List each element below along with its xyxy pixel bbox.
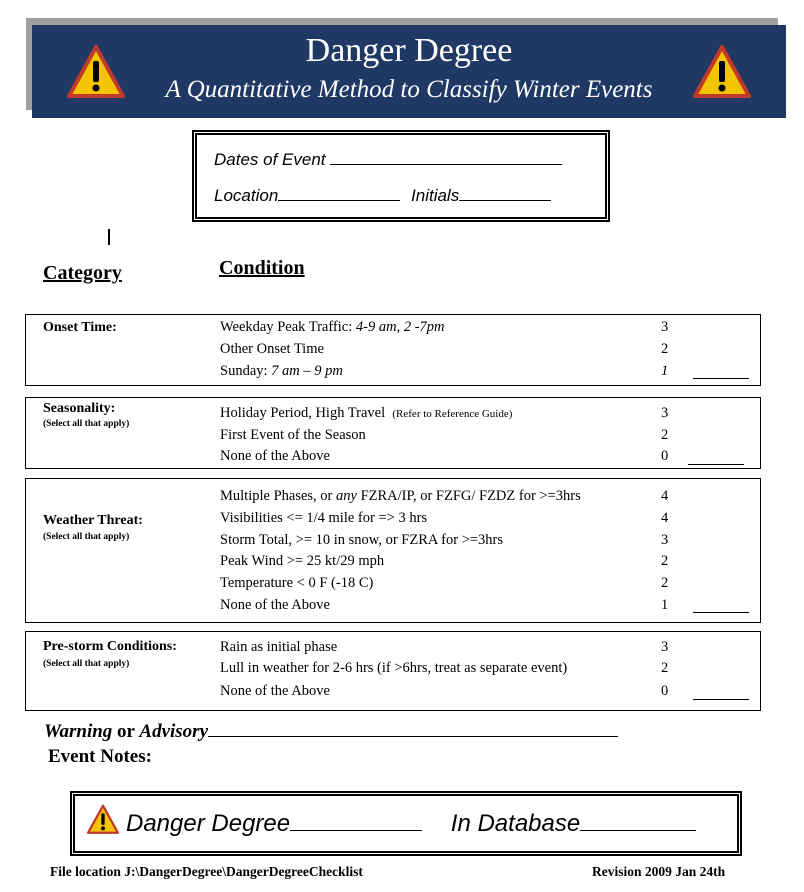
seasonality-section bbox=[25, 397, 761, 469]
score-entry-line[interactable] bbox=[688, 464, 744, 465]
revision-date: Revision 2009 Jan 24th bbox=[592, 864, 726, 879]
condition-row: Visibilities <= 1/4 mile for => 3 hrs bbox=[220, 510, 428, 526]
warning-advisory-field[interactable] bbox=[208, 718, 618, 737]
category-heading: Category bbox=[43, 262, 122, 284]
in-database-label: In Database bbox=[450, 810, 581, 837]
condition-row: None of the Above bbox=[220, 597, 330, 613]
condition-row: Temperature < 0 F (-18 C) bbox=[220, 575, 374, 591]
score-value: 2 bbox=[661, 575, 669, 591]
score-value: 2 bbox=[661, 427, 669, 443]
text-cursor-mark bbox=[108, 229, 110, 245]
warning-advisory-row bbox=[44, 718, 618, 743]
initials-label: Initials bbox=[411, 186, 460, 205]
condition-row: None of the Above bbox=[220, 448, 330, 464]
pre-storm-conditions-section bbox=[25, 631, 761, 711]
condition-row: Multiple Phases, or any FZRA/IP, or FZFG/ FZDZ for >=3hrs bbox=[220, 488, 581, 504]
condition-row: Rain as initial phase bbox=[220, 639, 338, 655]
warning-triangle-icon bbox=[66, 44, 126, 100]
condition-row: Holiday Period, High Travel (Refer to Reference Guide) bbox=[220, 405, 513, 421]
score-value: 3 bbox=[661, 639, 669, 655]
page-subtitle: A Quantitative Method to Classify Winter Events bbox=[165, 76, 653, 103]
weather-threat-section bbox=[25, 478, 761, 623]
page-title: Danger Degree bbox=[305, 32, 513, 69]
warning-triangle-icon bbox=[692, 44, 752, 100]
condition-row: Weekday Peak Traffic: 4-9 am, 2 -7pm bbox=[220, 319, 445, 335]
section-title: Pre-storm Conditions: bbox=[43, 639, 177, 654]
condition-row: Lull in weather for 2-6 hrs (if >6hrs, treat as separate event) bbox=[220, 660, 568, 676]
condition-row: Peak Wind >= 25 kt/29 mph bbox=[220, 553, 385, 569]
condition-row: None of the Above bbox=[220, 683, 330, 699]
section-title: Onset Time: bbox=[43, 320, 117, 335]
section-title: Seasonality: bbox=[43, 401, 116, 416]
location-field[interactable] bbox=[278, 186, 400, 201]
score-value: 1 bbox=[661, 363, 669, 379]
condition-row: Storm Total, >= 10 in snow, or FZRA for >=3hrs bbox=[220, 532, 504, 548]
dates-of-event-field[interactable] bbox=[214, 150, 562, 170]
or-label: or bbox=[117, 721, 135, 742]
reference-note: (Refer to Reference Guide) bbox=[392, 408, 513, 420]
score-value: 4 bbox=[661, 510, 669, 526]
location-initials-row bbox=[214, 186, 551, 206]
score-value: 2 bbox=[661, 341, 669, 357]
location-label: Location bbox=[214, 186, 279, 205]
dates-of-event-label: Dates of Event bbox=[214, 150, 326, 169]
score-value: 2 bbox=[661, 660, 669, 676]
score-entry-line[interactable] bbox=[693, 378, 749, 379]
score-entry-line[interactable] bbox=[693, 699, 749, 700]
score-entry-line[interactable] bbox=[693, 612, 749, 613]
condition-row: First Event of the Season bbox=[220, 427, 366, 443]
warning-label: Warning bbox=[44, 721, 113, 742]
danger-degree-row bbox=[126, 810, 696, 838]
condition-row: Sunday: 7 am – 9 pm bbox=[220, 363, 343, 379]
danger-degree-field[interactable] bbox=[290, 810, 422, 831]
section-subtitle: (Select all that apply) bbox=[43, 419, 130, 429]
condition-heading: Condition bbox=[219, 257, 305, 279]
score-value: 0 bbox=[661, 683, 669, 699]
in-database-field[interactable] bbox=[580, 810, 696, 831]
score-value: 3 bbox=[661, 319, 669, 335]
score-value: 1 bbox=[661, 597, 669, 613]
score-value: 4 bbox=[661, 488, 669, 504]
event-notes-label: Event Notes: bbox=[48, 746, 152, 767]
score-value: 2 bbox=[661, 553, 669, 569]
warning-triangle-icon bbox=[86, 804, 120, 835]
section-title: Weather Threat: bbox=[43, 513, 143, 528]
advisory-label: Advisory bbox=[139, 721, 208, 742]
score-value: 3 bbox=[661, 405, 669, 421]
section-subtitle: (Select all that apply) bbox=[43, 532, 130, 542]
danger-degree-label: Danger Degree bbox=[126, 810, 291, 837]
event-info-box bbox=[192, 130, 610, 222]
condition-row: Other Onset Time bbox=[220, 341, 324, 357]
section-subtitle: (Select all that apply) bbox=[43, 659, 130, 669]
file-location: File location J:\DangerDegree\DangerDegreeChecklist bbox=[50, 864, 363, 879]
score-value: 3 bbox=[661, 532, 669, 548]
score-value: 0 bbox=[661, 448, 669, 464]
onset-time-section bbox=[25, 314, 761, 386]
initials-field[interactable] bbox=[459, 186, 551, 201]
